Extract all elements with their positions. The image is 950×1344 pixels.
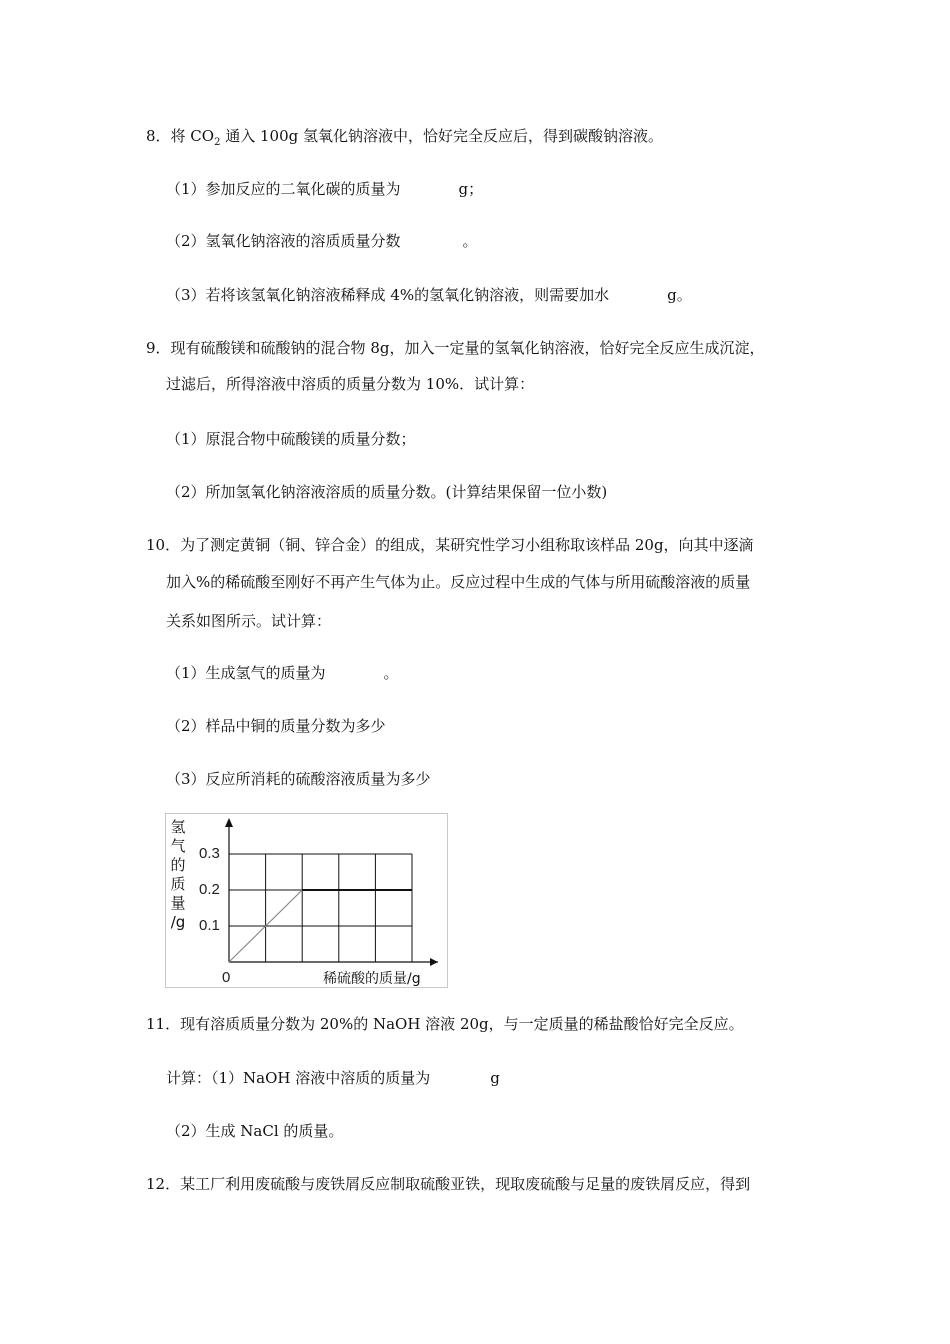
chart-y-tick-label: 0.2 <box>199 881 220 898</box>
q8-part2: （2）氢氧化钠溶液的溶质质量分数 。 <box>166 232 478 250</box>
hydrogen-mass-chart <box>165 813 448 988</box>
q9-stem-line1: 9．现有硫酸镁和硫酸钠的混合物 8g，加入一定量的氢氧化钠溶液，恰好完全反应生成沉淀， <box>146 339 765 357</box>
q10-stem-line2: 加入%的稀硫酸至刚好不再产生气体为止。反应过程中生成的气体与所用硫酸溶液的质量 <box>166 573 751 591</box>
q9-part2: （2）所加氢氧化钠溶液溶质的质量分数。(计算结果保留一位小数) <box>166 483 608 501</box>
q10-part1: （1）生成氢气的质量为 。 <box>166 664 399 682</box>
chart-x-axis-arrow <box>430 958 438 966</box>
chart-y-axis-label-char: 氢 <box>170 818 186 836</box>
chart-origin-label: 0 <box>222 969 231 986</box>
chart-y-axis-label-char: 质 <box>170 875 186 893</box>
q11-stem: 11．现有溶质质量分数为 20%的 NaOH 溶液 20g，与一定质量的稀盐酸恰好完全反应。 <box>146 1015 744 1033</box>
q8-part3: （3）若将该氢氧化钠溶液稀释成 4%的氢氧化钠溶液，则需要加水 g。 <box>166 286 692 304</box>
q10-part2: （2）样品中铜的质量分数为多少 <box>166 717 386 735</box>
chart-y-tick-label: 0.3 <box>199 845 220 862</box>
q8-stem: 8．将 $CO_2$ 通入 100g 氢氧化钠溶液中，恰好完全反应后，得到碳酸钠溶液。 <box>146 127 664 148</box>
chart-y-axis-arrow <box>225 818 233 827</box>
chart-y-axis-label-char: 的 <box>170 856 186 874</box>
chart-plot <box>166 814 449 989</box>
q11-part1: 计算：（1）NaOH 溶液中溶质的质量为 g <box>166 1069 500 1087</box>
q12-stem: 12．某工厂利用废硫酸与废铁屑反应制取硫酸亚铁，现取废硫酸与足量的废铁屑反应，得到 <box>146 1175 751 1193</box>
chart-y-axis-label-char: 气 <box>170 837 186 855</box>
chart-y-tick-label: 0.1 <box>199 917 220 934</box>
chart-x-axis-label: 稀硫酸的质量/g <box>323 971 421 987</box>
chart-y-axis-label-char: /g <box>170 913 186 931</box>
q9-part1: （1）原混合物中硫酸镁的质量分数； <box>166 430 416 448</box>
q10-stem-line1: 10．为了测定黄铜（铜、锌合金）的组成，某研究性学习小组称取该样品 20g，向其中逐滴 <box>146 536 754 554</box>
q8-part1: （1）参加反应的二氧化碳的质量为 g； <box>166 180 484 198</box>
q10-part3: （3）反应所消耗的硫酸溶液质量为多少 <box>166 770 431 788</box>
q9-stem-line2: 过滤后，所得溶液中溶质的质量分数为 10%．试计算： <box>166 375 535 393</box>
chart-y-axis-label-char: 量 <box>170 894 186 912</box>
q10-stem-line3: 关系如图所示。试计算： <box>166 612 332 630</box>
q11-part2: （2）生成 NaCl 的质量。 <box>166 1122 344 1140</box>
